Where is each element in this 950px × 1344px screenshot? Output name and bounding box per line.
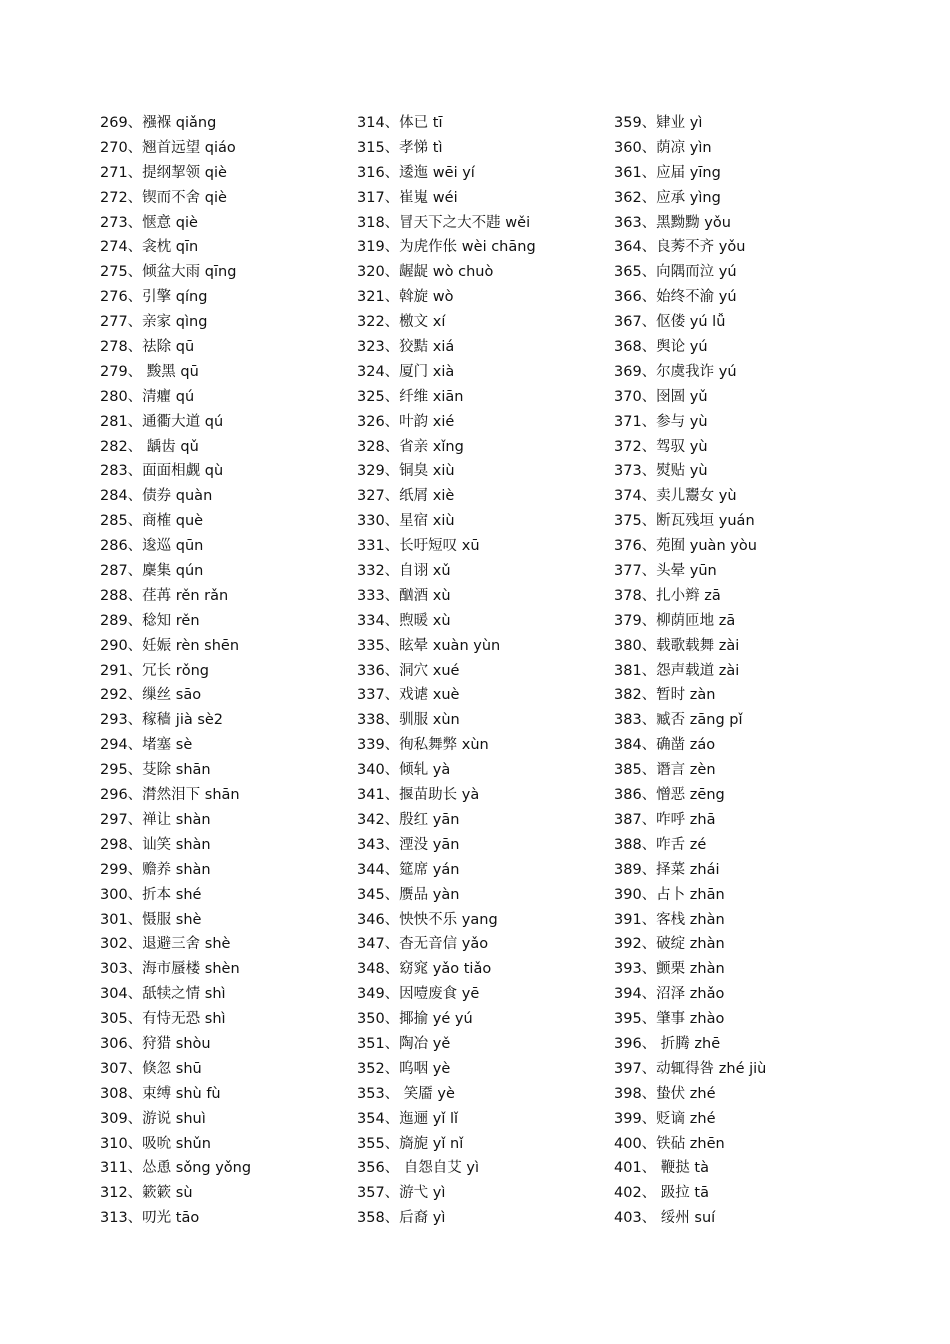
entry-column-3 <box>614 111 914 1231</box>
word-entry: 325、纤维 xiān <box>357 388 464 405</box>
word-entry: 311、怂恿 sǒng yǒng <box>100 1160 252 1177</box>
word-entry: 376、苑囿 yuàn yòu <box>614 538 757 555</box>
word-entry: 287、麇集 qún <box>100 563 204 580</box>
word-entry: 344、筵席 yán <box>357 861 460 878</box>
word-entry: 398、蛰伏 zhé <box>614 1085 716 1102</box>
word-entry: 388、咋舌 zé <box>614 836 707 853</box>
word-entry: 274、衾枕 qīn <box>100 239 199 256</box>
word-entry: 348、窈窕 yǎo tiǎo <box>357 961 492 978</box>
word-entry: 277、亲家 qìng <box>100 314 208 331</box>
word-entry: 361、应届 yīng <box>614 164 721 181</box>
word-entry: 378、扎小辫 zā <box>614 587 721 604</box>
word-entry: 358、后裔 yì <box>357 1210 446 1227</box>
word-entry: 333、酗酒 xù <box>357 587 451 604</box>
word-entry: 339、徇私舞弊 xùn <box>357 737 489 754</box>
word-entry: 280、清癯 qú <box>100 388 195 405</box>
word-entry: 326、叶韵 xié <box>357 413 455 430</box>
word-entry: 403、 绥州 suí <box>614 1210 716 1227</box>
word-entry: 372、驾驭 yù <box>614 438 708 455</box>
word-entry: 337、戏谑 xuè <box>357 687 460 704</box>
word-entry: 329、铜臭 xiù <box>357 463 455 480</box>
word-entry: 331、长吁短叹 xū <box>357 538 480 555</box>
word-entry: 327、纸屑 xiè <box>357 488 455 505</box>
word-entry: 324、厦门 xià <box>357 363 455 380</box>
word-entry: 308、束缚 shù fù <box>100 1085 221 1102</box>
word-entry: 367、伛偻 yú lǚ <box>614 314 726 331</box>
word-entry: 313、叨光 tāo <box>100 1210 200 1227</box>
word-entry: 384、确凿 záo <box>614 737 716 754</box>
word-entry: 321、斡旋 wò <box>357 289 454 306</box>
word-entry: 296、潸然泪下 shān <box>100 787 240 804</box>
word-entry: 276、引擎 qíng <box>100 289 208 306</box>
word-entry: 336、洞穴 xué <box>357 662 460 679</box>
word-entry: 380、载歌载舞 zài <box>614 637 740 654</box>
word-entry: 396、 折腾 zhē <box>614 1035 721 1052</box>
word-entry: 282、 龋齿 qǔ <box>100 438 199 455</box>
word-entry: 356、 自怨自艾 yì <box>357 1160 480 1177</box>
word-entry: 352、呜咽 yè <box>357 1060 451 1077</box>
word-entry: 269、襁褓 qiǎng <box>100 115 217 131</box>
word-entry: 382、暂时 zàn <box>614 687 716 704</box>
word-entry: 343、湮没 yān <box>357 836 460 853</box>
word-entry: 370、囹圄 yǔ <box>614 388 708 405</box>
word-entry: 289、稔知 rěn <box>100 612 200 629</box>
word-entry: 402、 趿拉 tā <box>614 1185 709 1202</box>
word-entry: 312、簌簌 sù <box>100 1185 193 1202</box>
word-entry: 298、讪笑 shàn <box>100 836 211 853</box>
word-entry: 391、客栈 zhàn <box>614 911 725 928</box>
word-entry: 275、倾盆大雨 qīng <box>100 264 237 281</box>
word-entry: 359、肄业 yì <box>614 115 703 131</box>
word-entry: 365、向隅而泣 yú <box>614 264 737 281</box>
word-entry: 314、体已 tī <box>357 115 443 131</box>
word-entry: 300、折本 shé <box>100 886 202 903</box>
word-entry: 330、星宿 xiù <box>357 513 455 530</box>
word-entry: 360、荫凉 yìn <box>614 139 712 156</box>
word-entry: 310、吸吮 shǔn <box>100 1135 211 1152</box>
word-entry: 322、檄文 xí <box>357 314 446 331</box>
word-entry: 317、崔嵬 wéi <box>357 189 458 206</box>
word-entry: 305、有恃无恐 shì <box>100 1011 226 1028</box>
word-entry: 399、贬谪 zhé <box>614 1110 716 1127</box>
word-entry: 332、自诩 xǔ <box>357 563 451 580</box>
word-entry: 293、稼穑 jià sè2 <box>100 712 224 729</box>
word-entry: 397、动辄得咎 zhé jiù <box>614 1060 767 1077</box>
word-entry: 374、卖儿鬻女 yù <box>614 488 737 505</box>
word-entry: 366、始终不渝 yú <box>614 289 737 306</box>
word-entry: 377、头晕 yūn <box>614 563 717 580</box>
word-entry: 318、冒天下之大不韪 wěi <box>357 214 531 231</box>
word-entry: 328、省亲 xǐng <box>357 438 464 455</box>
word-entry: 271、提纲挈领 qiè <box>100 164 227 181</box>
word-entry: 394、沼泽 zhǎo <box>614 986 725 1003</box>
word-entry: 400、铁砧 zhēn <box>614 1135 725 1152</box>
word-entry: 357、游弋 yì <box>357 1185 446 1202</box>
word-entry: 304、舐犊之情 shì <box>100 986 226 1003</box>
word-entry: 297、禅让 shàn <box>100 811 211 828</box>
word-entry: 334、煦暖 xù <box>357 612 451 629</box>
word-entry: 319、为虎作伥 wèi chāng <box>357 239 536 256</box>
word-entry: 306、狩猎 shòu <box>100 1035 211 1052</box>
word-entry: 346、怏怏不乐 yang <box>357 911 498 928</box>
word-entry: 292、缫丝 sāo <box>100 687 202 704</box>
word-entry: 395、肇事 zhào <box>614 1011 725 1028</box>
word-entry: 363、黑黝黝 yǒu <box>614 214 731 231</box>
word-entry: 342、殷红 yān <box>357 811 460 828</box>
word-entry: 299、赡养 shàn <box>100 861 211 878</box>
word-entry: 270、翘首远望 qiáo <box>100 139 236 156</box>
word-entry: 385、谮言 zèn <box>614 762 716 779</box>
word-entry: 371、参与 yù <box>614 413 708 430</box>
word-entry: 386、憎恶 zēng <box>614 787 725 804</box>
word-entry: 295、芟除 shān <box>100 762 211 779</box>
word-entry: 309、游说 shuì <box>100 1110 206 1127</box>
word-entry: 347、杳无音信 yǎo <box>357 936 489 953</box>
word-entry: 401、 鞭挞 tà <box>614 1160 709 1177</box>
word-entry: 349、因噎废食 yē <box>357 986 480 1003</box>
word-entry: 369、尔虞我诈 yú <box>614 363 737 380</box>
word-entry: 294、堵塞 sè <box>100 737 193 754</box>
word-entry: 286、逡巡 qūn <box>100 538 204 555</box>
word-entry: 345、赝品 yàn <box>357 886 460 903</box>
word-entry: 351、陶冶 yě <box>357 1035 451 1052</box>
word-entry: 303、海市蜃楼 shèn <box>100 961 240 978</box>
word-entry: 383、臧否 zāng pǐ <box>614 712 743 729</box>
word-entry: 281、通衢大道 qú <box>100 413 224 430</box>
word-entry: 335、眩晕 xuàn yùn <box>357 637 501 654</box>
word-entry: 354、迤逦 yǐ lǐ <box>357 1110 459 1127</box>
word-entry: 284、债券 quàn <box>100 488 213 505</box>
word-entry: 278、祛除 qū <box>100 339 195 356</box>
word-entry: 302、退避三舍 shè <box>100 936 231 953</box>
word-entry: 350、揶揄 yé yú <box>357 1011 473 1028</box>
word-entry: 290、妊娠 rèn shēn <box>100 637 240 654</box>
word-entry: 279、 黢黑 qū <box>100 363 199 380</box>
word-entry: 362、应承 yìng <box>614 189 721 206</box>
word-entry: 338、驯服 xùn <box>357 712 460 729</box>
word-entry: 285、商榷 què <box>100 513 204 530</box>
word-entry: 315、孝悌 tì <box>357 139 443 156</box>
word-entry: 301、慑服 shè <box>100 911 202 928</box>
word-entry: 355、旖旎 yǐ nǐ <box>357 1135 464 1152</box>
word-entry: 389、择菜 zhái <box>614 861 720 878</box>
word-entry: 373、熨贴 yù <box>614 463 708 480</box>
word-entry: 375、断瓦残垣 yuán <box>614 513 755 530</box>
word-entry: 379、柳荫匝地 zā <box>614 612 736 629</box>
word-entry: 320、龌龊 wò chuò <box>357 264 494 281</box>
word-entry: 387、咋呼 zhā <box>614 811 716 828</box>
word-entry: 393、颤栗 zhàn <box>614 961 725 978</box>
word-entry: 307、倏忽 shū <box>100 1060 202 1077</box>
word-entry: 288、荏苒 rěn rǎn <box>100 587 229 604</box>
word-entry: 323、狡黠 xiá <box>357 339 455 356</box>
word-entry: 381、怨声载道 zài <box>614 662 740 679</box>
word-entry: 272、锲而不舍 qiè <box>100 189 227 206</box>
entry-column-1 <box>100 111 400 1231</box>
word-entry: 340、倾轧 yà <box>357 762 451 779</box>
word-entry: 273、惬意 qiè <box>100 214 198 231</box>
word-entry: 291、冗长 rǒng <box>100 662 210 679</box>
word-entry: 390、占卜 zhān <box>614 886 725 903</box>
word-entry: 353、 笑靥 yè <box>357 1085 455 1102</box>
word-entry: 392、破绽 zhàn <box>614 936 725 953</box>
word-entry: 364、良莠不齐 yǒu <box>614 239 746 256</box>
word-entry: 368、舆论 yú <box>614 339 708 356</box>
word-entry: 341、揠苗助长 yà <box>357 787 480 804</box>
word-entry: 316、逶迤 wēi yí <box>357 164 475 181</box>
word-entry: 283、面面相觑 qù <box>100 463 224 480</box>
entry-column-2 <box>357 111 657 1231</box>
